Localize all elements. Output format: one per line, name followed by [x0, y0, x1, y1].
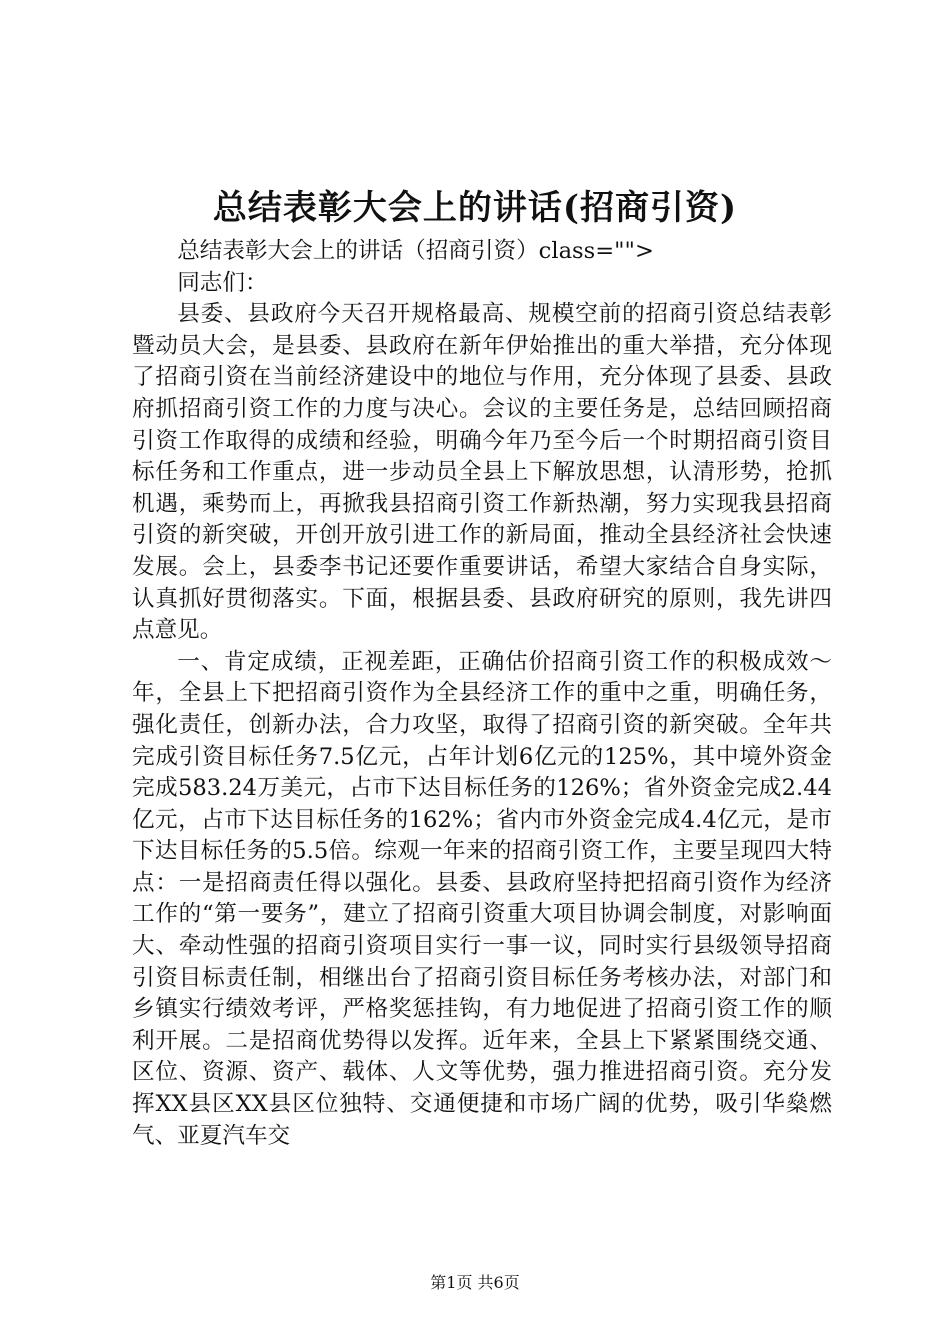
body-paragraph-section-one: 一、肯定成绩，正视差距，正确估价招商引资工作的积极成效～年，全县上下把招商引资作为全县经济工作的重中之重，明确任务，强化责任，创新办法，合力攻坚，取得了招商引资的新突破。全年共完成引资目标任务7.5亿元，占年计划6亿元的125%，其中境外资金完成583.24万美元，占市下达目标任务的126%；省外资金完成2.44亿元，占市下达目标任务的162%；省内市外资金完成4.4亿元，是市下达目标任务的5.5倍。综观一年来的招商引资工作，主要呈现四大特点：一是招商责任得以强化。县委、县政府坚持把招商引资作为经济工作的“第一要务”，建立了招商引资重大项目协调会制度，对影响面大、牵动性强的招商引资项目实行一事一议，同时实行县级领导招商引资目标责任制，相继出台了招商引资目标任务考核办法，对部门和乡镇实行绩效考评，严格奖惩挂钩，有力地促进了招商引资工作的顺利开展。二是招商优势得以发挥。近年来，全县上下紧紧围绕交通、区位、资源、资产、载体、人文等优势，强力推进招商引资。充分发挥XX县区XX县区位独特、交通便捷和市场广阔的优势，吸引华燊燃气、亚夏汽车交	[132, 648, 832, 1149]
body-paragraph-intro: 县委、县政府今天召开规格最高、规模空前的招商引资总结表彰暨动员大会，是县委、县政府在新年伊始推出的重大举措，充分体现了招商引资在当前经济建设中的地位与作用，充分体现了县委、县政府抓招商引资工作的力度与决心。会议的主要任务是，总结回顾招商引资工作取得的成绩和经验，明确今年乃至今后一个时期招商引资目标任务和工作重点，进一步动员全县上下解放思想，认清形势，抢抓机遇，乘势而上，再掀我县招商引资工作新热潮，努力实现我县招商引资的新突破，开创开放引进工作的新局面，推动全县经济社会快速发展。会上，县委李书记还要作重要讲话，希望大家结合自身实际，认真抓好贯彻落实。下面，根据县委、县政府研究的原则，我先讲四点意见。	[132, 301, 832, 644]
page-footer: 第1页 共6页	[430, 1273, 520, 1292]
body-paragraph-subtitle: 总结表彰大会上的讲话（招商引资）class="">	[177, 238, 654, 264]
document-body	[132, 236, 832, 1152]
body-paragraph-salutation: 同志们：	[177, 269, 268, 296]
document-title: 总结表彰大会上的讲话(招商引资)	[212, 188, 738, 228]
